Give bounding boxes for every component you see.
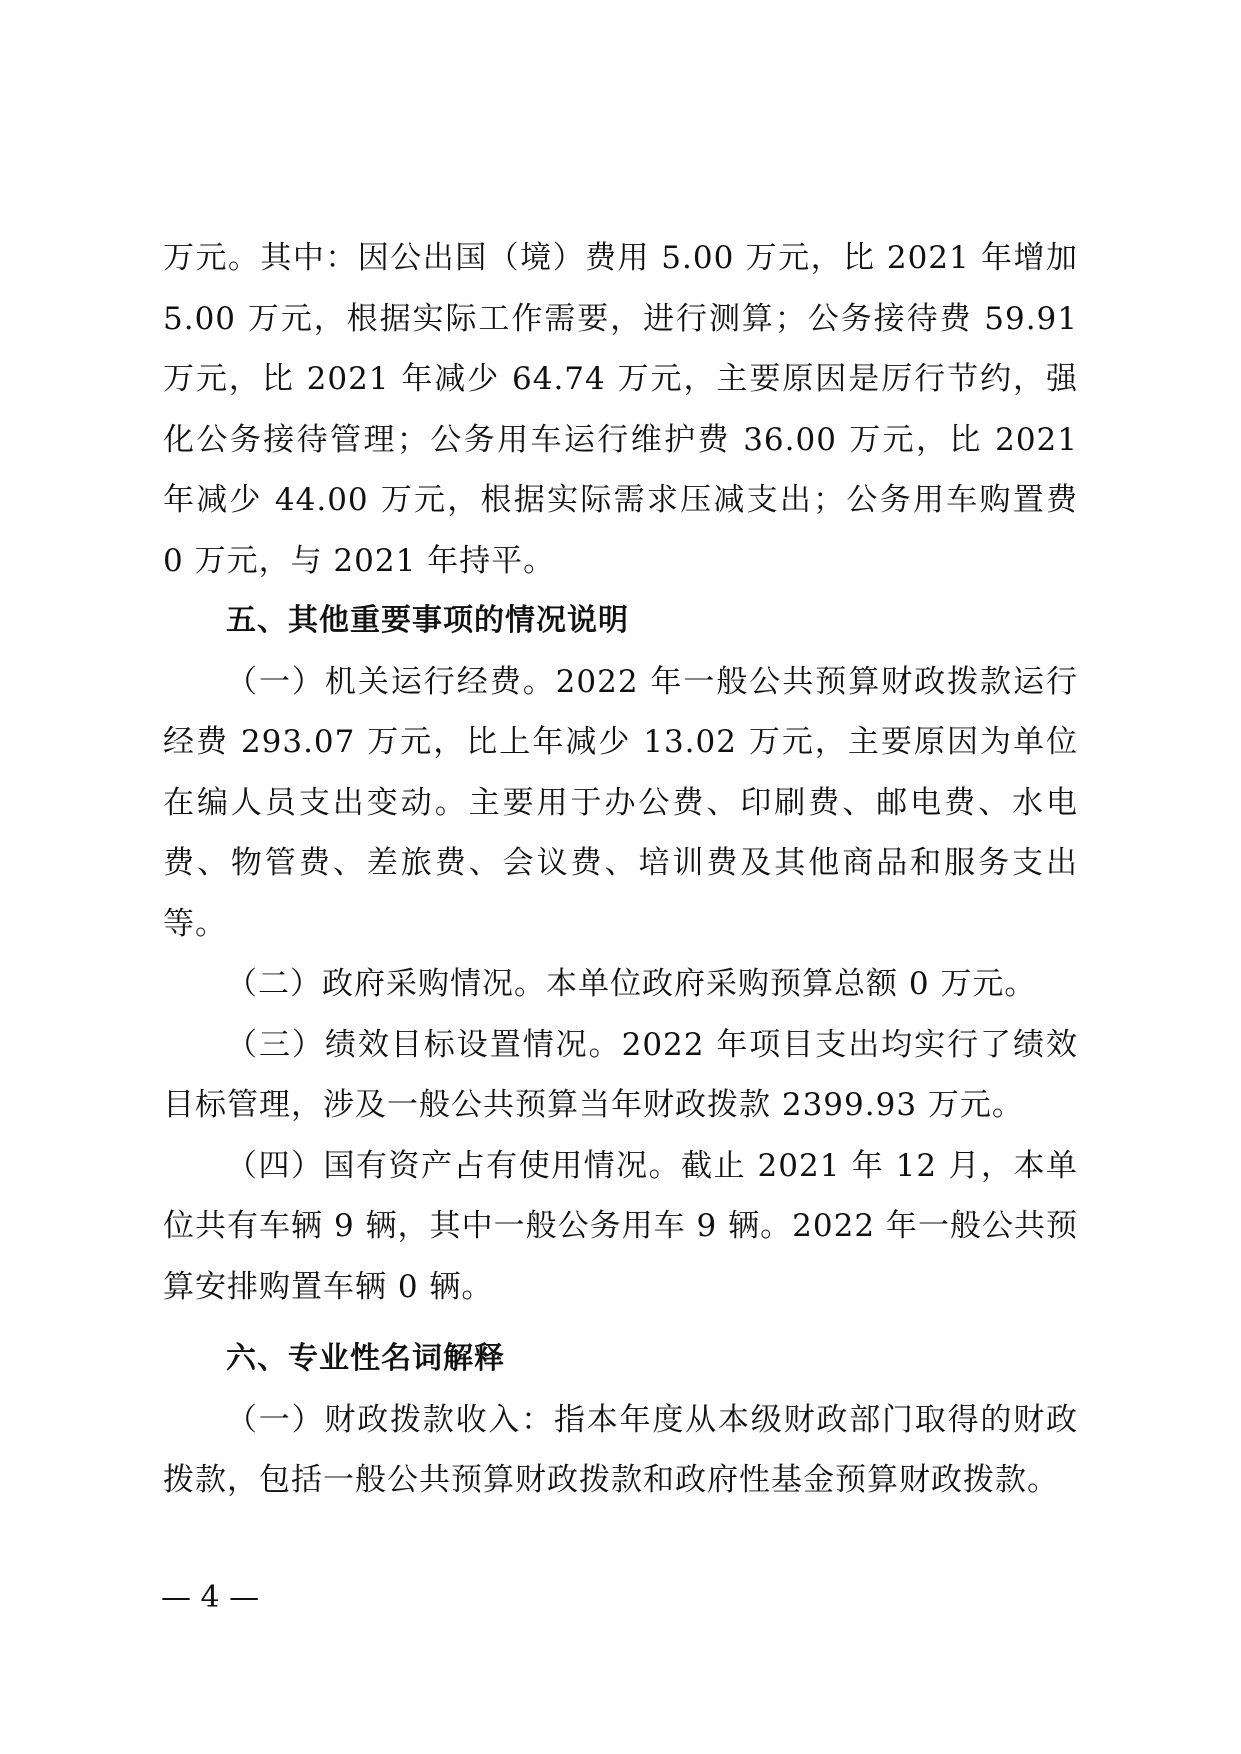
paragraph-office-operating-expenses: （一）机关运行经费。2022 年一般公共预算财政拨款运行经费 293.07 万元，比上年减少 13.02 万元，主要原因为单位在编人员支出变动。主要用于办公费、印刷费、邮电费、水电费、物管费、差旅费、会议费、培训费及其他商品和服务支出等。 bbox=[163, 663, 1078, 942]
paragraph-fiscal-appropriation-income: （一）财政拨款收入：指本年度从本级财政部门取得的财政拨款，包括一般公共预算财政拨款和政府性基金预算财政拨款。 bbox=[163, 1401, 1078, 1498]
document-body bbox=[163, 228, 1078, 1511]
paragraph-performance-targets: （三）绩效目标设置情况。2022 年项目支出均实行了绩效目标管理，涉及一般公共预算当年财政拨款 2399.93 万元。 bbox=[163, 1026, 1078, 1123]
page-number: — 4 — bbox=[161, 1580, 260, 1615]
paragraph-government-procurement: （二）政府采购情况。本单位政府采购预算总额 0 万元。 bbox=[226, 966, 1037, 1002]
paragraph-state-assets: （四）国有资产占有使用情况。截止 2021 年 12 月，本单位共有车辆 9 辆，其中一般公务用车 9 辆。2022 年一般公共预算安排购置车辆 0 辆。 bbox=[163, 1147, 1078, 1305]
section5-heading: 五、其他重要事项的情况说明 bbox=[226, 603, 629, 638]
paragraph-section4-continuation: 万元。其中：因公出国（境）费用 5.00 万元，比 2021 年增加 5.00 万元，根据实际工作需要，进行测算；公务接待费 59.91 万元，比 2021 年减少 64.74 万元，主要原因是厉行节约，强化公务接待管理；公务用车运行维护费 36.00 万元，比 2021 年减少 44.00 万元，根据实际需求压减支出；公务用车购置费 0 万元，与 2021 年持平。 bbox=[163, 240, 1078, 579]
section6-heading: 六、专业性名词解释 bbox=[226, 1341, 505, 1376]
